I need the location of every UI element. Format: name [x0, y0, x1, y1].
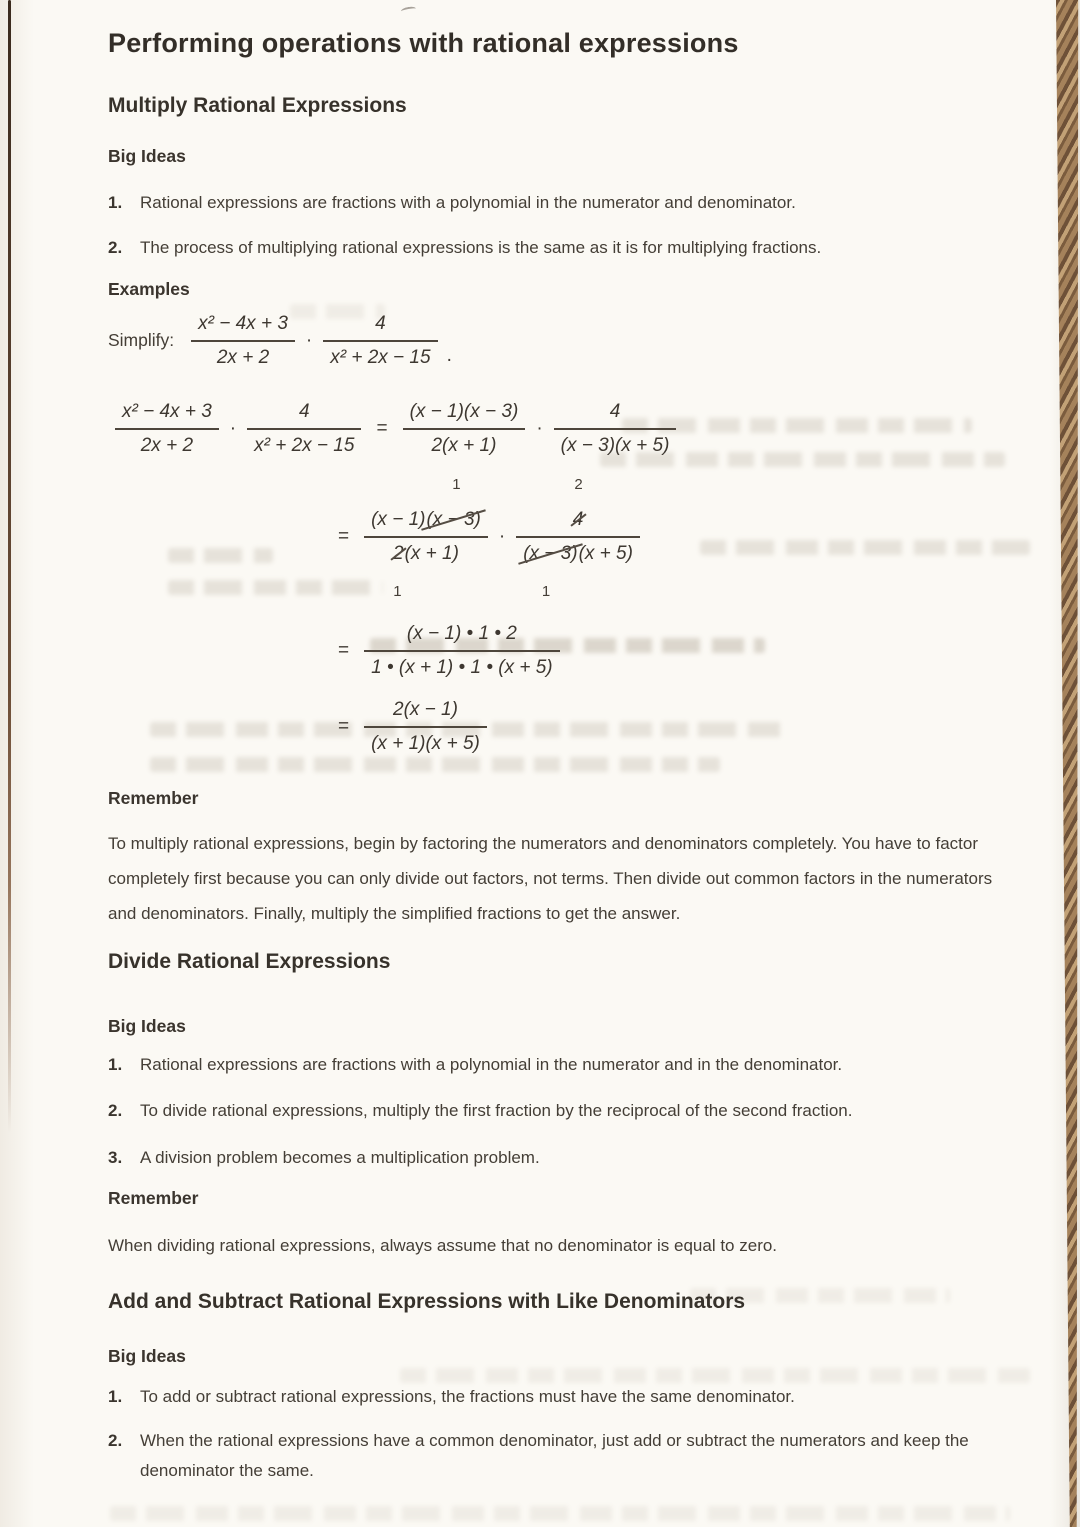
- bleed-through-smudge: [150, 757, 720, 772]
- list-item: [108, 1143, 1020, 1173]
- math-term: (x − 3): [523, 542, 578, 564]
- multiplication-dot: ·: [498, 525, 506, 547]
- math-term: 2: [393, 542, 404, 564]
- remember-paragraph: When dividing rational expressions, always assume that no denominator is equal to zero.: [108, 1236, 778, 1255]
- remember-label: Remember: [108, 1188, 199, 1208]
- section-heading-add-subtract: Add and Subtract Rational Expressions with Like Denominators: [108, 1290, 746, 1313]
- fraction: [364, 622, 560, 680]
- fraction: [115, 400, 219, 458]
- fraction-numerator: 2(x − 1): [393, 699, 458, 720]
- fraction-denominator: 2x + 2: [115, 428, 219, 458]
- equation-cancellation-step: [330, 476, 647, 600]
- math-term: (x + 1): [404, 542, 459, 564]
- fraction: [403, 400, 526, 458]
- fraction-denominator: (x − 3)(x + 5): [554, 428, 677, 458]
- fraction: [247, 400, 361, 458]
- equals-sign: =: [338, 639, 350, 661]
- equals-sign: =: [376, 417, 388, 439]
- list-item-number: 1.: [108, 1387, 123, 1406]
- list-item-text: The process of multiplying rational expressions is the same as it is for multiplying fractions.: [140, 238, 822, 257]
- fraction-numerator: [566, 476, 591, 536]
- cancelled-term: [426, 476, 481, 532]
- big-ideas-label: Big Ideas: [108, 146, 186, 166]
- list-item-text: To divide rational expressions, multiply the first fraction by the reciprocal of the second fraction.: [140, 1101, 853, 1120]
- page-crease-line: [8, 0, 11, 1180]
- multiplication-dot: ·: [229, 417, 237, 439]
- fraction-numerator: (x − 1)(x − 3): [409, 401, 519, 422]
- cancelled-term: [572, 476, 584, 532]
- list-item-text: To add or subtract rational expressions, the fractions must have the same denominator.: [140, 1387, 795, 1406]
- list-item: [108, 1382, 1020, 1412]
- fraction-denominator: 2x + 2: [191, 340, 295, 370]
- list-item-number: 2.: [108, 1101, 123, 1120]
- equals-sign: =: [338, 525, 350, 547]
- fraction-numerator: x² − 4x + 3: [122, 401, 212, 422]
- multiplication-dot: ·: [536, 417, 543, 439]
- cancel-result-note: 1: [541, 582, 551, 600]
- multiplication-dot: ·: [305, 329, 313, 351]
- bleed-through-smudge: [168, 548, 273, 563]
- list-item-text: Rational expressions are fractions with a polynomial in the numerator and in the denominator.: [140, 1055, 843, 1074]
- fraction-numerator: 4: [375, 313, 386, 334]
- big-ideas-label: Big Ideas: [108, 1346, 186, 1366]
- list-item: [108, 188, 1020, 218]
- fraction: [191, 312, 295, 370]
- fraction: [364, 476, 488, 600]
- equation-factoring-step: [108, 400, 683, 458]
- fraction-numerator: [364, 476, 488, 536]
- bleed-through-smudge: [110, 1506, 1010, 1521]
- list-item-number: 3.: [108, 1148, 123, 1167]
- remember-label: Remember: [108, 788, 199, 808]
- cancel-result-note: 2: [574, 476, 583, 493]
- math-term: (x − 1): [371, 509, 426, 530]
- equation-simplify-prompt: [108, 312, 452, 370]
- period: .: [446, 344, 452, 366]
- list-item-number: 2.: [108, 1431, 123, 1450]
- math-term: (x + 5): [578, 542, 633, 564]
- fraction-numerator: 4: [298, 401, 310, 422]
- bleed-through-smudge: [400, 1368, 1030, 1383]
- fraction-denominator: [364, 536, 488, 600]
- bleed-through-smudge: [700, 540, 1030, 555]
- list-item: [108, 1096, 1020, 1126]
- fraction: [554, 400, 677, 458]
- equation-multiplied-step: [330, 622, 567, 680]
- big-ideas-label: Big Ideas: [108, 1016, 186, 1036]
- bleed-through-smudge: [168, 580, 383, 595]
- section-heading-multiply: Multiply Rational Expressions: [108, 94, 407, 117]
- fraction-denominator: 1 • (x + 1) • 1 • (x + 5): [364, 650, 560, 680]
- fraction-denominator: [516, 536, 640, 600]
- fraction: [516, 476, 640, 600]
- fraction-denominator: x² + 2x − 15: [323, 340, 437, 370]
- list-item-text: When the rational expressions have a common denominator, just add or subtract the numerators and keep the denominator the same.: [140, 1431, 969, 1480]
- equals-sign: =: [338, 715, 350, 737]
- list-item-number: 1.: [108, 1055, 123, 1074]
- equation-final-answer: [330, 698, 494, 756]
- list-item-text: Rational expressions are fractions with a polynomial in the numerator and denominator.: [140, 193, 796, 212]
- list-item-number: 2.: [108, 238, 123, 257]
- math-term: (x − 3): [426, 509, 481, 530]
- remember-paragraph: To multiply rational expressions, begin by factoring the numerators and denominators completely. You have to factor completely first because you can only divide out factors, not terms. Then divide out common factors in the numerators and denominators. Finally, multiply the simplified fractions to get the answer.: [108, 834, 993, 923]
- scan-artifact-mark: [401, 6, 417, 15]
- fraction: [323, 312, 437, 370]
- cancel-result-note: 1: [393, 582, 402, 600]
- fraction-numerator: x² − 4x + 3: [198, 313, 288, 334]
- simplify-label: Simplify:: [108, 330, 175, 351]
- cancelled-term: [523, 542, 578, 600]
- section-heading-divide: Divide Rational Expressions: [108, 950, 391, 973]
- fraction-numerator: (x − 1) • 1 • 2: [406, 623, 517, 644]
- list-item: [108, 1050, 1020, 1080]
- scan-left-shadow: [0, 0, 34, 1527]
- fraction-numerator: 4: [609, 401, 621, 422]
- cancelled-term: [393, 542, 404, 600]
- fraction-denominator: x² + 2x − 15: [247, 428, 361, 458]
- math-term: 4: [572, 509, 584, 530]
- list-item-text: A division problem becomes a multiplication problem.: [140, 1148, 540, 1167]
- examples-label: Examples: [108, 279, 190, 299]
- page-title: Performing operations with rational expressions: [108, 28, 739, 58]
- fraction-denominator: 2(x + 1): [403, 428, 526, 458]
- fraction: [364, 698, 487, 756]
- list-item: [108, 233, 1020, 263]
- fraction-denominator: (x + 1)(x + 5): [364, 726, 487, 756]
- list-item-number: 1.: [108, 193, 123, 212]
- cancel-result-note: 1: [452, 476, 461, 493]
- list-item: [108, 1426, 1020, 1486]
